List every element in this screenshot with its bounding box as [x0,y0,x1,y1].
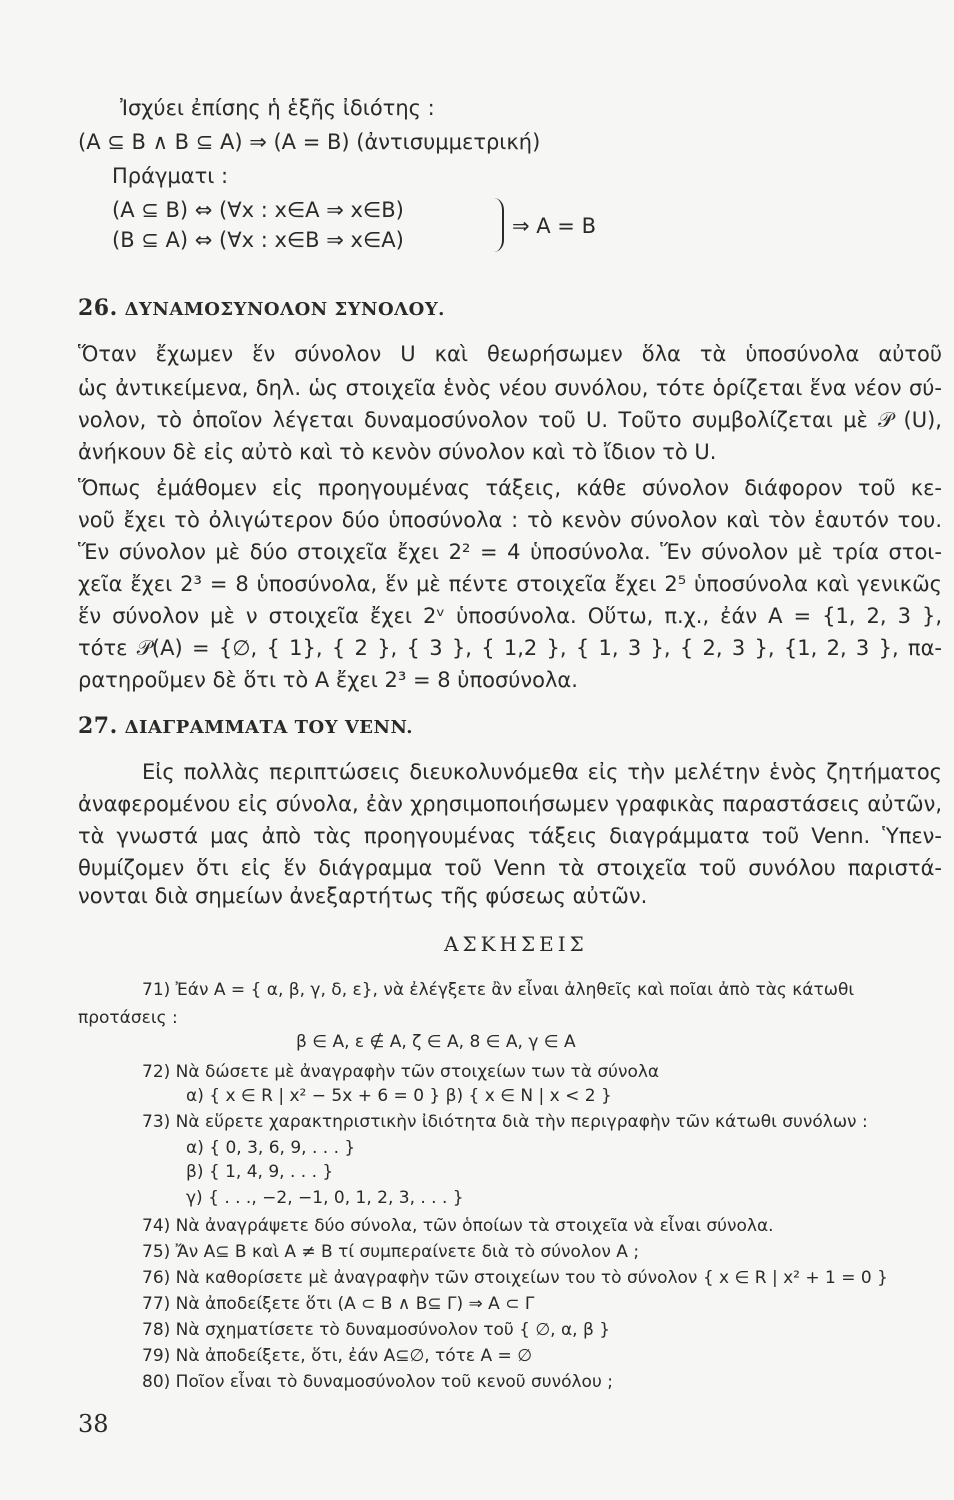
antisymmetry-formula: (A ⊆ B ∧ B ⊆ A) ⇒ (A = B) (ἀντισυμμετρική) [78,130,541,154]
section-26-p2-line: χεῖα ἔχει 2³ = 8 ὑποσύνολα, ἕν μὲ πέντε στοιχεῖα ἔχει 2⁵ ὑποσύνολα καὶ γενικῶς [78,572,942,596]
proof-label: Πράγματι : [112,164,229,188]
exercise-73b: β) { 1, 4, 9, . . . } [186,1162,334,1182]
section-26-number: 26. [78,295,118,321]
section-26-title: ΔΥΝΑΜΟΣΥΝΟΛΟΝ ΣΥΝΟΛΟΥ. [124,299,445,320]
section-26-p2-line: Ὅπως ἐμάθομεν εἰς προηγουμένας τάξεις, κάθε σύνολον διάφορον τοῦ κε- [78,476,942,500]
section-27-title: ΔΙΑΓΡΑΜΜΑΤΑ ΤΟΥ VENN. [124,717,414,738]
section-26-p1-line: ἀνήκουν δὲ εἰς αὐτὸ καὶ τὸ κενὸν σύνολον καὶ τὸ ἴδιον τὸ U. [78,440,717,464]
section-27-number: 27. [78,713,118,739]
proof-conclusion: ⇒ A = B [512,214,596,238]
exercise-73: 73) Νὰ εὕρετε χαρακτηριστικὴν ἰδιότητα διὰ τὴν περιγραφὴν τῶν κάτωθι συνόλων : [142,1112,868,1132]
section-26-p1-line: νολον, τὸ ὁποῖον λέγεται δυναμοσύνολον τοῦ U. Τοῦτο συμβολίζεται μὲ 𝒫 (U), [78,408,942,432]
section-27-line: ἀναφερομένου εἰς σύνολα, ἐὰν χρησιμοποιήσωμεν γραφικὰς παραστάσεις αὐτῶν, [78,792,942,816]
exercise-71-cont: προτάσεις : [78,1008,178,1028]
exercise-73c: γ) { . . ., −2, −1, 0, 1, 2, 3, . . . } [186,1188,464,1208]
exercise-79: 79) Νὰ ἀποδείξετε, ὅτι, ἐάν A⊆∅, τότε A = ∅ [142,1346,533,1366]
section-26-p2-line: τότε 𝒫(A) = {∅, { 1}, { 2 }, { 3 }, { 1,2 }, { 1, 3 }, { 2, 3 }, {1, 2, 3 }, πα- [78,636,942,660]
exercises-title: ΑΣΚΗΣΕΙΣ [444,932,588,956]
right-brace [492,198,504,252]
exercise-71-statements: β ∈ A, ε ∉ A, ζ ∈ A, 8 ∈ A, γ ∈ A [296,1032,576,1052]
exercise-77: 77) Νὰ ἀποδείξετε ὅτι (A ⊂ B ∧ B⊆ Γ) ⇒ A ⊂ Γ [142,1294,535,1314]
exercise-72: 72) Νὰ δώσετε μὲ ἀναγραφὴν τῶν στοιχείων των τὰ σύνολα [142,1062,660,1082]
section-26-heading [78,294,445,324]
section-27-line: τὰ γνωστά μας ἀπὸ τὰς προηγουμένας τάξεις διαγράμματα τοῦ Venn. Ὑπεν- [78,824,942,848]
intro-line: Ἰσχύει ἐπίσης ἡ ἑξῆς ἰδιότης : [120,96,435,120]
exercise-78: 78) Νὰ σχηματίσετε τὸ δυναμοσύνολον τοῦ { ∅, α, β } [142,1320,611,1340]
section-26-p2-line: νοῦ ἔχει τὸ ὀλιγώτερον δύο ὑποσύνολα : τὸ κενὸν σύνολον καὶ τὸν ἑαυτόν του. [78,508,942,532]
section-27-heading [78,712,413,742]
exercise-72-sets: α) { x ∈ R | x² − 5x + 6 = 0 } β) { x ∈ N | x < 2 } [186,1086,612,1106]
exercise-74: 74) Νὰ ἀναγράψετε δύο σύνολα, τῶν ὁποίων τὰ στοιχεῖα νὰ εἶναι σύνολα. [142,1216,774,1236]
section-26-p1-line: ὡς ἀντικείμενα, δηλ. ὡς στοιχεῖα ἑνὸς νέου συνόλου, τότε ὁρίζεται ἕνα νέον σύ- [78,376,942,400]
page-number: 38 [78,1410,109,1438]
section-26-p1-line: Ὅταν ἔχωμεν ἕν σύνολον U καὶ θεωρήσωμεν ὅλα τὰ ὑποσύνολα αὐτοῦ [78,342,942,366]
section-26-p2-line: ἕν σύνολον μὲ ν στοιχεῖα ἔχει 2ᵛ ὑποσύνολα. Οὕτω, π.χ., ἐάν A = {1, 2, 3 }, [78,604,942,628]
exercise-73a: α) { 0, 3, 6, 9, . . . } [186,1138,356,1158]
exercise-80: 80) Ποῖον εἶναι τὸ δυναμοσύνολον τοῦ κενοῦ συνόλου ; [142,1372,613,1392]
exercise-76: 76) Νὰ καθορίσετε μὲ ἀναγραφὴν τῶν στοιχείων του τὸ σύνολον { x ∈ R | x² + 1 = 0 } [142,1268,888,1288]
proof-line-2: (B ⊆ A) ⇔ (∀x : x∈B ⇒ x∈A) [112,228,404,252]
proof-line-1: (A ⊆ B) ⇔ (∀x : x∈A ⇒ x∈B) [112,198,404,222]
exercise-71: 71) Ἐάν A = { α, β, γ, δ, ε}, νὰ ἐλέγξετε ἂν εἶναι ἀληθεῖς καὶ ποῖαι ἀπὸ τὰς κάτωθι [142,980,855,1000]
section-27-line: Εἰς πολλὰς περιπτώσεις διευκολυνόμεθα εἰς τὴν μελέτην ἑνὸς ζητήματος [142,760,942,784]
section-27-line: θυμίζομεν ὅτι εἰς ἕν διάγραμμα τοῦ Venn τὰ στοιχεῖα τοῦ συνόλου παριστά- [78,856,942,880]
exercise-75: 75) Ἄν A⊆ B καὶ A ≠ B τί συμπεραίνετε διὰ τὸ σύνολον A ; [142,1242,640,1262]
section-27-line: νονται διὰ σημείων ἀνεξαρτήτως τῆς φύσεως αὐτῶν. [78,884,648,908]
section-26-p2-line: ρατηροῦμεν δὲ ὅτι τὸ A ἔχει 2³ = 8 ὑποσύνολα. [78,668,578,692]
section-26-p2-line: Ἕν σύνολον μὲ δύο στοιχεῖα ἔχει 2² = 4 ὑποσύνολα. Ἕν σύνολον μὲ τρία στοι- [78,540,942,564]
